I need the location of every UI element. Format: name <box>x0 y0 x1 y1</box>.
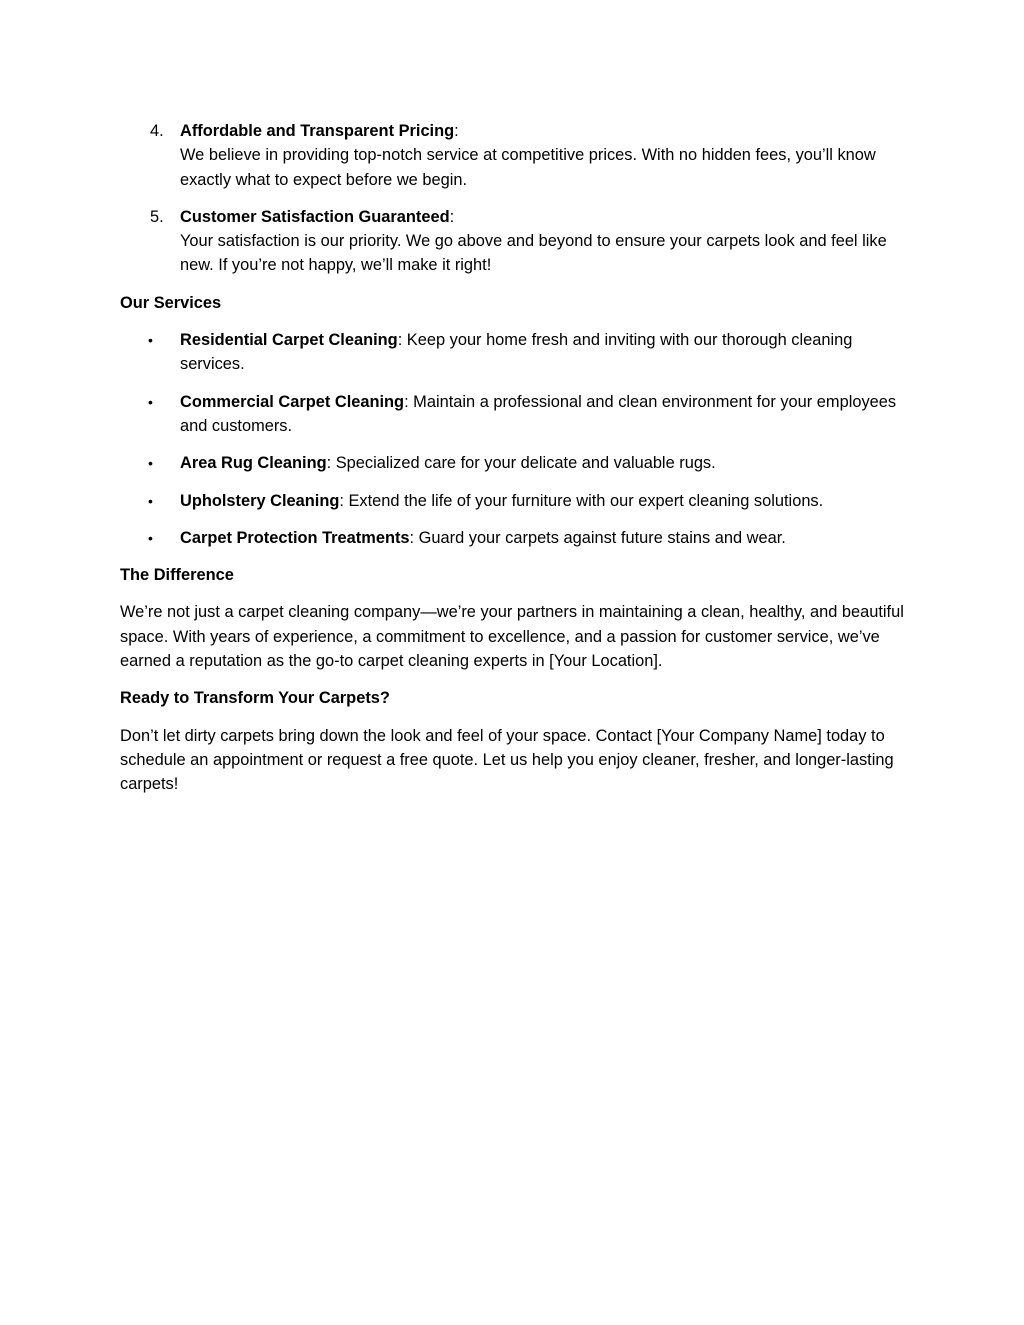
bullet-icon: • <box>148 529 153 546</box>
bullet-icon: • <box>148 332 153 349</box>
cta-paragraph: Don’t let dirty carpets bring down the look and feel of your space. Contact [Your Company Name] today to schedule an appointment or request a free quote. Let us help you enjoy cleaner, fresher, and longer-lasting carpets! <box>120 726 894 794</box>
service-term: Commercial Carpet Cleaning <box>180 392 405 411</box>
list-item-separator: : <box>449 207 455 226</box>
list-item <box>120 119 904 192</box>
list-item <box>120 526 904 550</box>
service-term: Residential Carpet Cleaning <box>180 331 398 350</box>
difference-paragraph: We’re not just a carpet cleaning company—we’re your partners in maintaining a clean, healthy, and beautiful space. With years of experience, a commitment to excellence, and a passion for customer service, we’ve earned a reputation as the go-to carpet cleaning experts in [Your Location]. <box>120 603 904 671</box>
services-heading: Our Services <box>120 293 222 312</box>
list-number: 5. <box>150 207 164 226</box>
service-description: : Guard your carpets against future stains and wear. <box>409 528 786 547</box>
list-item-term: Customer Satisfaction Guaranteed <box>180 207 450 226</box>
bullet-icon: • <box>148 455 153 472</box>
service-description: : Specialized care for your delicate and valuable rugs. <box>326 454 716 473</box>
list-item-separator: : <box>454 122 459 140</box>
list-number: 4. <box>150 122 164 140</box>
services-list <box>120 328 904 550</box>
list-item-description: We believe in providing top-notch service at competitive prices. With no hidden fees, you’ll know exactly what to expect before we begin. <box>180 146 876 189</box>
service-description: : Extend the life of your furniture with our expert cleaning solutions. <box>339 491 824 510</box>
list-item-description: Your satisfaction is our priority. We go above and beyond to ensure your carpets look and feel like new. If you’re not happy, we’ll make it right! <box>180 232 887 275</box>
bullet-icon: • <box>148 492 153 509</box>
bullet-icon: • <box>148 393 153 410</box>
list-item-term: Affordable and Transparent Pricing <box>180 122 455 140</box>
list-item <box>120 390 904 439</box>
list-item <box>120 489 904 513</box>
numbered-list <box>120 119 904 278</box>
service-term: Upholstery Cleaning <box>180 491 340 510</box>
service-term: Area Rug Cleaning <box>180 454 327 473</box>
list-item <box>120 451 904 475</box>
list-item <box>120 328 904 377</box>
cta-heading: Ready to Transform Your Carpets? <box>120 689 390 708</box>
difference-heading: The Difference <box>120 566 234 585</box>
list-item <box>120 205 904 278</box>
service-description: : Maintain a professional and clean environment for your employees and customers. <box>180 392 897 435</box>
service-term: Carpet Protection Treatments <box>180 528 410 547</box>
service-description: : Keep your home fresh and inviting with our thorough cleaning services. <box>180 331 853 374</box>
